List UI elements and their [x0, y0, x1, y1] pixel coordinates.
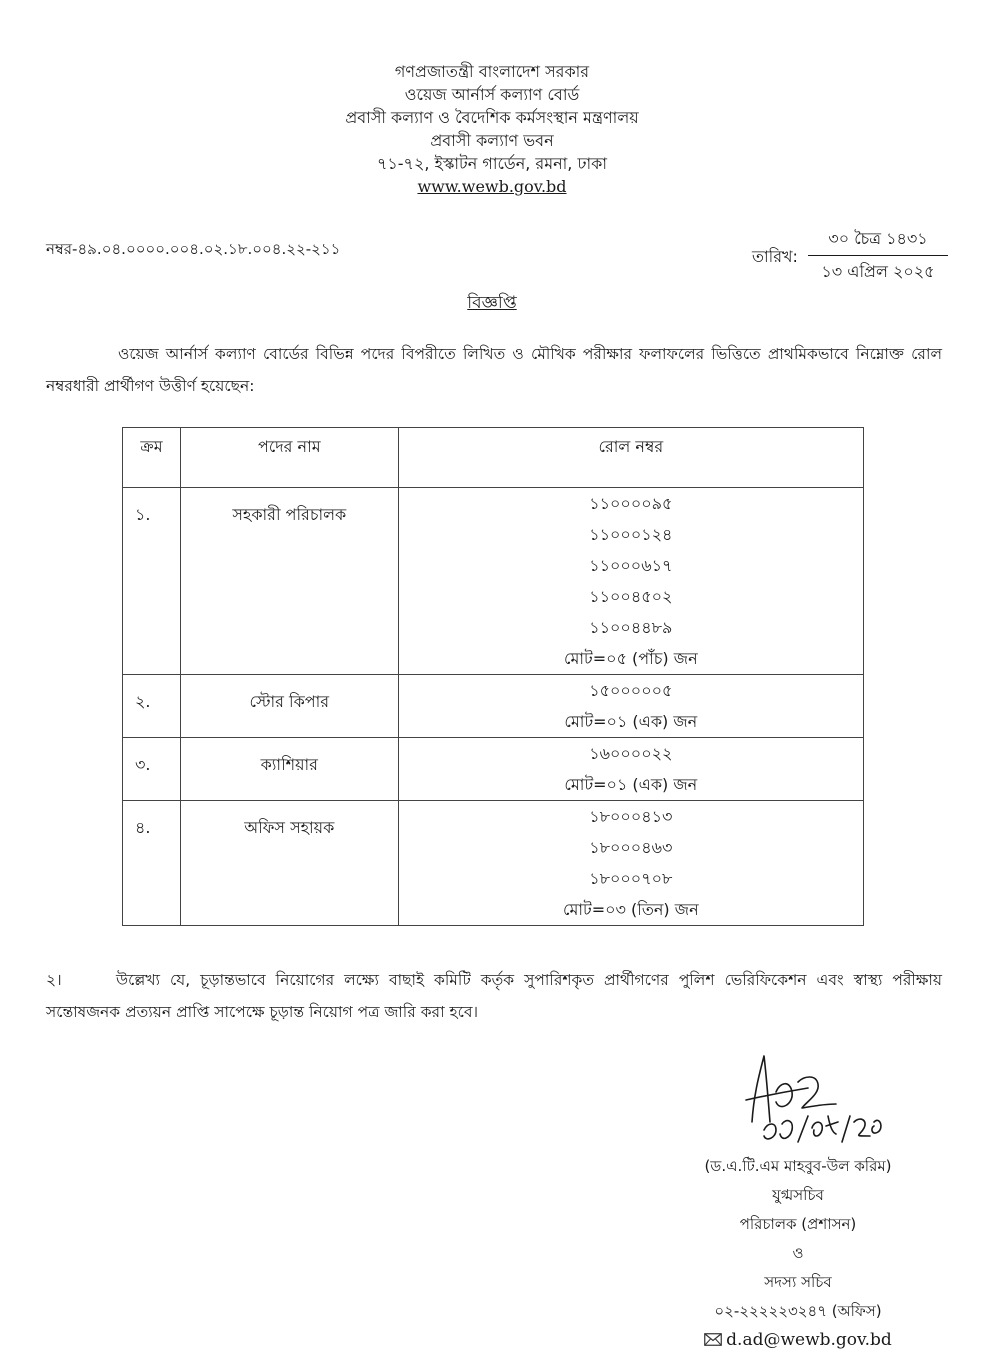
- memo-number: নম্বর-৪৯.০৪.০০০০.০০৪.০২.১৮.০০৪.২২-২১১: [46, 240, 341, 258]
- board-name: ওয়েজ আর্নার্স কল্যাণ বোর্ড: [404, 85, 580, 104]
- row-post-name: অফিস সহায়ক: [180, 801, 398, 926]
- envelope-icon: [704, 1333, 722, 1346]
- header-serial: ক্রম: [123, 428, 181, 488]
- date-gregorian: ১৩ এপ্রিল ২০২৫: [821, 262, 935, 281]
- ministry-name: প্রবাসী কল্যাণ ও বৈদেশিক কর্মসংস্থান মন্ত্রণালয়: [345, 108, 639, 127]
- paragraph-text: উল্লেখ্য যে, চূড়ান্তভাবে নিয়োগের লক্ষ্যে বাছাই কমিটি কর্তৃক সুপারিশকৃত প্রার্থীগণের পুলিশ ভেরিফিকেশন এবং স্বাস্থ্য পরীক্ষায় সন্তোষজনক প্রত্যয়ন প্রাপ্তি সাপেক্ষে চূড়ান্ত নিয়োগ পত্র জারি করা হবে।: [46, 971, 942, 1021]
- government-name: গণপ্রজাতন্ত্রী বাংলাদেশ সরকার: [394, 62, 590, 81]
- roll-number: ১৫০০০০০৫: [589, 681, 673, 700]
- row-serial: ১.: [123, 488, 181, 675]
- roll-number: ১১০০০৬১৭: [589, 556, 673, 575]
- row-total: মোট=০৫ (পাঁচ) জন: [564, 649, 698, 668]
- row-total: মোট=০৩ (তিন) জন: [563, 900, 699, 919]
- row-post-name: স্টোর কিপার: [180, 675, 398, 738]
- office-address: ৭১-৭২, ইস্কাটন গার্ডেন, রমনা, ঢাকা: [376, 154, 607, 173]
- header-post: পদের নাম: [180, 428, 398, 488]
- header-roll: রোল নম্বর: [398, 428, 863, 488]
- signer-phone: ০২-২২২২২৩২৪৭ (অফিস): [714, 1302, 882, 1320]
- table-row: [123, 488, 864, 675]
- roll-number: ১১০০০০৯৫: [589, 494, 673, 513]
- second-paragraph: [46, 964, 942, 1028]
- row-roll-numbers: [398, 488, 863, 675]
- row-roll-numbers: [398, 738, 863, 801]
- row-serial: ৩.: [123, 738, 181, 801]
- row-post-name: সহকারী পরিচালক: [180, 488, 398, 675]
- row-total: মোট=০১ (এক) জন: [564, 775, 698, 794]
- intro-paragraph: ওয়েজ আর্নার্স কল্যাণ বোর্ডের বিভিন্ন পদের বিপরীতে লিখিত ও মৌখিক পরীক্ষার ফলাফলের ভিত্তিতে প্রাথমিকভাবে নিম্নোক্ত রোল নম্বরধারী প্রার্থীগণ উত্তীর্ণ হয়েছেন:: [46, 345, 942, 395]
- row-roll-numbers: [398, 675, 863, 738]
- roll-number: ১৮০০০৪৬৩: [589, 838, 673, 857]
- table-header-row: [123, 428, 864, 488]
- roll-number: ১১০০৪৪৮৯: [589, 618, 673, 637]
- row-roll-numbers: [398, 801, 863, 926]
- signer-email[interactable]: d.ad@wewb.gov.bd: [726, 1330, 892, 1350]
- roll-number: ১৮০০০৭০৮: [589, 869, 673, 888]
- letterhead: [0, 60, 984, 198]
- date-label: তারিখ:: [752, 247, 798, 266]
- row-post-name: ক্যাশিয়ার: [180, 738, 398, 801]
- signer-conjunction: ও: [792, 1244, 804, 1262]
- roll-number: ১১০০৪৫০২: [589, 587, 673, 606]
- date-bangla: ৩০ চৈত্র ১৪৩১: [808, 226, 948, 256]
- row-total: মোট=০১ (এক) জন: [564, 712, 698, 731]
- notice-title: [0, 290, 984, 318]
- roll-number: ১১০০০১২৪: [589, 525, 673, 544]
- signer-name: (ড.এ.টি.এম মাহবুব-উল করিম): [704, 1157, 892, 1175]
- signer-title-member-secretary: সদস্য সচিব: [764, 1273, 832, 1291]
- row-serial: ৪.: [123, 801, 181, 926]
- website-link[interactable]: www.wewb.gov.bd: [417, 177, 567, 196]
- notice-title-text: বিজ্ঞপ্তি: [467, 293, 517, 313]
- signatory-block: [660, 1152, 936, 1355]
- table-row: [123, 801, 864, 926]
- table-row: [123, 738, 864, 801]
- row-serial: ২.: [123, 675, 181, 738]
- handwritten-signature: [724, 1052, 884, 1164]
- roll-number: ১৬০০০০২২: [589, 744, 673, 763]
- paragraph-number: ২।: [46, 971, 62, 989]
- signer-title-director: পরিচালক (প্রশাসন): [739, 1215, 857, 1233]
- building-name: প্রবাসী কল্যাণ ভবন: [430, 131, 554, 150]
- signer-title-joint-secretary: যুগ্মসচিব: [772, 1186, 824, 1204]
- results-table: [122, 427, 864, 926]
- table-row: [123, 675, 864, 738]
- roll-number: ১৮০০০৪১৩: [589, 807, 673, 826]
